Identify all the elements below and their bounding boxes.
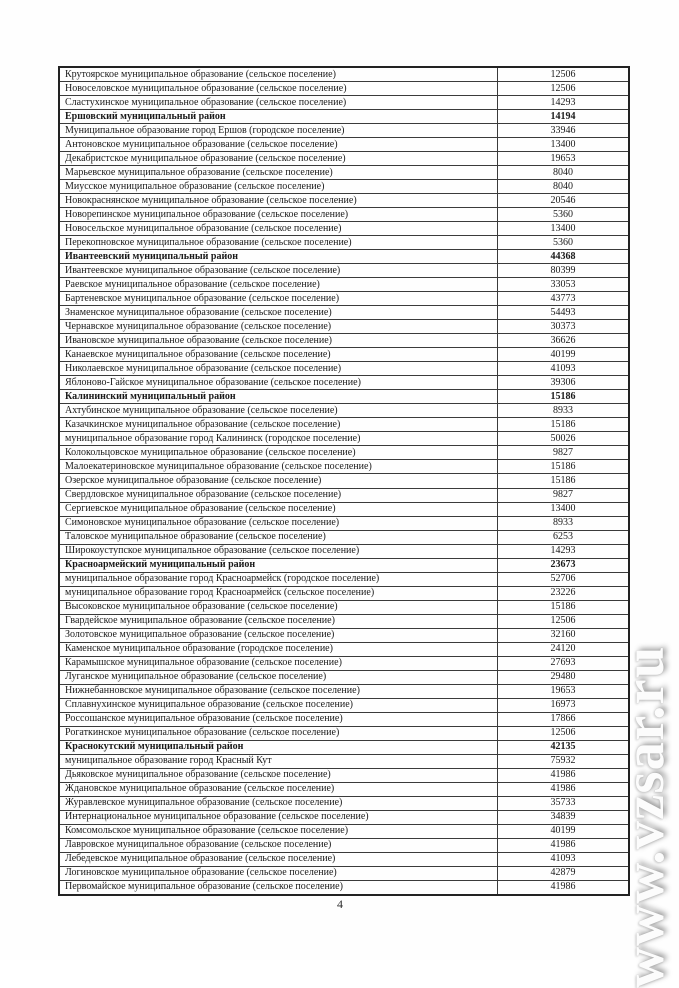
value-cell: 15186 [498, 418, 630, 432]
municipality-name-cell: Дьяковское муниципальное образование (сельское поселение) [59, 768, 498, 782]
district-header-row [59, 558, 629, 572]
value-cell: 32160 [498, 628, 630, 642]
value-cell: 42135 [498, 740, 630, 754]
municipality-row [59, 460, 629, 474]
municipality-row [59, 614, 629, 628]
municipality-row [59, 446, 629, 460]
value-cell: 75932 [498, 754, 630, 768]
municipality-name-cell: Раевское муниципальное образование (сельское поселение) [59, 278, 498, 292]
value-cell: 43773 [498, 292, 630, 306]
municipality-name-cell: Красноармейский муниципальный район [59, 558, 498, 572]
municipality-name-cell: Крутоярское муниципальное образование (сельское поселение) [59, 67, 498, 82]
municipality-row [59, 586, 629, 600]
municipality-row [59, 166, 629, 180]
value-cell: 20546 [498, 194, 630, 208]
municipality-row [59, 82, 629, 96]
municipality-row [59, 572, 629, 586]
district-header-row [59, 110, 629, 124]
municipality-row [59, 96, 629, 110]
district-header-row [59, 740, 629, 754]
value-cell: 17866 [498, 712, 630, 726]
value-cell: 23673 [498, 558, 630, 572]
municipality-name-cell: Миусское муниципальное образование (сельское поселение) [59, 180, 498, 194]
municipality-row [59, 138, 629, 152]
value-cell: 41093 [498, 852, 630, 866]
municipality-name-cell: Высоковское муниципальное образование (сельское поселение) [59, 600, 498, 614]
municipality-name-cell: Марьевское муниципальное образование (сельское поселение) [59, 166, 498, 180]
value-cell: 80399 [498, 264, 630, 278]
municipality-name-cell: Сплавнухинское муниципальное образование (сельское поселение) [59, 698, 498, 712]
value-cell: 13400 [498, 138, 630, 152]
value-cell: 42879 [498, 866, 630, 880]
municipality-name-cell: Лавровское муниципальное образование (сельское поселение) [59, 838, 498, 852]
value-cell: 36626 [498, 334, 630, 348]
municipality-name-cell: Озерское муниципальное образование (сельское поселение) [59, 474, 498, 488]
municipality-name-cell: Сергиевское муниципальное образование (сельское поселение) [59, 502, 498, 516]
value-cell: 14293 [498, 544, 630, 558]
value-cell: 16973 [498, 698, 630, 712]
value-cell: 9827 [498, 488, 630, 502]
municipality-name-cell: Ждановское муниципальное образование (сельское поселение) [59, 782, 498, 796]
value-cell: 54493 [498, 306, 630, 320]
value-cell: 30373 [498, 320, 630, 334]
value-cell: 52706 [498, 572, 630, 586]
municipality-row [59, 852, 629, 866]
value-cell: 15186 [498, 390, 630, 404]
value-cell: 33053 [498, 278, 630, 292]
municipality-row [59, 474, 629, 488]
municipality-row [59, 488, 629, 502]
value-cell: 23226 [498, 586, 630, 600]
municipality-row [59, 712, 629, 726]
municipality-name-cell: Бартеневское муниципальное образование (сельское поселение) [59, 292, 498, 306]
municipality-name-cell: Декабристское муниципальное образование (сельское поселение) [59, 152, 498, 166]
municipality-name-cell: Луганское муниципальное образование (сельское поселение) [59, 670, 498, 684]
value-cell: 44368 [498, 250, 630, 264]
page-number: 4 [337, 897, 343, 911]
district-header-row [59, 390, 629, 404]
value-cell: 27693 [498, 656, 630, 670]
value-cell: 39306 [498, 376, 630, 390]
municipality-name-cell: Перекопновское муниципальное образование (сельское поселение) [59, 236, 498, 250]
municipality-name-cell: Ахтубинское муниципальное образование (сельское поселение) [59, 404, 498, 418]
municipality-name-cell: Краснокутский муниципальный район [59, 740, 498, 754]
value-cell: 15186 [498, 460, 630, 474]
watermark-text: www.vzsar.ru [613, 645, 676, 988]
municipality-row [59, 124, 629, 138]
municipality-row [59, 600, 629, 614]
municipality-row [59, 348, 629, 362]
value-cell: 35733 [498, 796, 630, 810]
municipality-name-cell: Казачкинское муниципальное образование (сельское поселение) [59, 418, 498, 432]
municipality-name-cell: муниципальное образование город Калининск (городское поселение) [59, 432, 498, 446]
municipality-name-cell: Новорепинское муниципальное образование (сельское поселение) [59, 208, 498, 222]
municipality-row [59, 362, 629, 376]
municipality-row [59, 334, 629, 348]
municipality-table [58, 66, 630, 896]
municipality-name-cell: Чернавское муниципальное образование (сельское поселение) [59, 320, 498, 334]
municipality-name-cell: Новокраснянское муниципальное образование (сельское поселение) [59, 194, 498, 208]
value-cell: 50026 [498, 432, 630, 446]
value-cell: 8933 [498, 516, 630, 530]
municipality-name-cell: Россошанское муниципальное образование (сельское поселение) [59, 712, 498, 726]
municipality-row [59, 152, 629, 166]
municipality-name-cell: Каменское муниципальное образование (городское поселение) [59, 642, 498, 656]
value-cell: 24120 [498, 642, 630, 656]
municipality-name-cell: Сластухинское муниципальное образование (сельское поселение) [59, 96, 498, 110]
municipality-row [59, 306, 629, 320]
municipality-row [59, 530, 629, 544]
municipality-row [59, 194, 629, 208]
municipality-row [59, 684, 629, 698]
municipality-name-cell: Муниципальное образование город Ершов (городское поселение) [59, 124, 498, 138]
value-cell: 34839 [498, 810, 630, 824]
municipality-row [59, 292, 629, 306]
municipality-row [59, 376, 629, 390]
municipality-name-cell: Ивановское муниципальное образование (сельское поселение) [59, 334, 498, 348]
value-cell: 13400 [498, 502, 630, 516]
value-cell: 12506 [498, 726, 630, 740]
value-cell: 41986 [498, 880, 630, 895]
municipality-row [59, 264, 629, 278]
municipality-name-cell: Антоновское муниципальное образование (сельское поселение) [59, 138, 498, 152]
municipality-name-cell: Журавлевское муниципальное образование (сельское поселение) [59, 796, 498, 810]
value-cell: 33946 [498, 124, 630, 138]
municipality-name-cell: Логиновское муниципальное образование (сельское поселение) [59, 866, 498, 880]
value-cell: 14293 [498, 96, 630, 110]
value-cell: 15186 [498, 600, 630, 614]
municipality-row [59, 726, 629, 740]
municipality-name-cell: Широкоуступское муниципальное образование (сельское поселение) [59, 544, 498, 558]
municipality-row [59, 516, 629, 530]
municipality-name-cell: Свердловское муниципальное образование (сельское поселение) [59, 488, 498, 502]
municipality-name-cell: Лебедевское муниципальное образование (сельское поселение) [59, 852, 498, 866]
value-cell: 29480 [498, 670, 630, 684]
value-cell: 12506 [498, 82, 630, 96]
municipality-name-cell: Гвардейское муниципальное образование (сельское поселение) [59, 614, 498, 628]
municipality-name-cell: Ивантеевское муниципальное образование (сельское поселение) [59, 264, 498, 278]
municipality-name-cell: Симоновское муниципальное образование (сельское поселение) [59, 516, 498, 530]
municipality-row [59, 810, 629, 824]
value-cell: 13400 [498, 222, 630, 236]
municipality-name-cell: Канаевское муниципальное образование (сельское поселение) [59, 348, 498, 362]
municipality-row [59, 824, 629, 838]
municipality-row [59, 180, 629, 194]
municipality-row [59, 670, 629, 684]
value-cell: 15186 [498, 474, 630, 488]
municipality-row [59, 418, 629, 432]
municipality-row [59, 320, 629, 334]
municipality-row [59, 67, 629, 82]
value-cell: 41986 [498, 768, 630, 782]
municipality-row [59, 502, 629, 516]
district-header-row [59, 250, 629, 264]
municipality-name-cell: Малоекатериновское муниципальное образование (сельское поселение) [59, 460, 498, 474]
municipality-row [59, 544, 629, 558]
value-cell: 41093 [498, 362, 630, 376]
municipality-name-cell: Таловское муниципальное образование (сельское поселение) [59, 530, 498, 544]
municipality-row [59, 782, 629, 796]
municipality-name-cell: Новосельское муниципальное образование (сельское поселение) [59, 222, 498, 236]
municipality-row [59, 278, 629, 292]
municipality-name-cell: муниципальное образование город Красный Кут [59, 754, 498, 768]
value-cell: 12506 [498, 614, 630, 628]
value-cell: 12506 [498, 67, 630, 82]
municipality-row [59, 628, 629, 642]
municipality-name-cell: Знаменское муниципальное образование (сельское поселение) [59, 306, 498, 320]
municipality-name-cell: Комсомольское муниципальное образование (сельское поселение) [59, 824, 498, 838]
value-cell: 6253 [498, 530, 630, 544]
value-cell: 5360 [498, 236, 630, 250]
municipality-name-cell: Яблоново-Гайское муниципальное образование (сельское поселение) [59, 376, 498, 390]
municipality-name-cell: Рогаткинское муниципальное образование (сельское поселение) [59, 726, 498, 740]
municipality-name-cell: Калининский муниципальный район [59, 390, 498, 404]
value-cell: 19653 [498, 684, 630, 698]
municipality-row [59, 404, 629, 418]
municipality-row [59, 642, 629, 656]
municipality-name-cell: Интернациональное муниципальное образование (сельское поселение) [59, 810, 498, 824]
municipality-name-cell: Золотовское муниципальное образование (сельское поселение) [59, 628, 498, 642]
municipality-name-cell: Карамышское муниципальное образование (сельское поселение) [59, 656, 498, 670]
municipality-row [59, 754, 629, 768]
municipality-name-cell: муниципальное образование город Красноармейск (городское поселение) [59, 572, 498, 586]
value-cell: 8040 [498, 180, 630, 194]
municipality-name-cell: Колокольцовское муниципальное образование (сельское поселение) [59, 446, 498, 460]
municipality-name-cell: Ивантеевский муниципальный район [59, 250, 498, 264]
municipality-name-cell: Николаевское муниципальное образование (сельское поселение) [59, 362, 498, 376]
municipality-row [59, 236, 629, 250]
value-cell: 40199 [498, 824, 630, 838]
municipality-row [59, 222, 629, 236]
municipality-table-body [59, 67, 629, 895]
municipality-name-cell: муниципальное образование город Красноармейск (сельское поселение) [59, 586, 498, 600]
municipality-name-cell: Первомайское муниципальное образование (сельское поселение) [59, 880, 498, 895]
municipality-row [59, 208, 629, 222]
municipality-row [59, 866, 629, 880]
municipality-row [59, 880, 629, 895]
value-cell: 5360 [498, 208, 630, 222]
municipality-row [59, 432, 629, 446]
value-cell: 19653 [498, 152, 630, 166]
municipality-row [59, 768, 629, 782]
municipality-row [59, 796, 629, 810]
value-cell: 41986 [498, 782, 630, 796]
value-cell: 9827 [498, 446, 630, 460]
value-cell: 8933 [498, 404, 630, 418]
municipality-name-cell: Новоселовское муниципальное образование (сельское поселение) [59, 82, 498, 96]
value-cell: 41986 [498, 838, 630, 852]
municipality-name-cell: Нижнебанновское муниципальное образование (сельское поселение) [59, 684, 498, 698]
value-cell: 40199 [498, 348, 630, 362]
value-cell: 14194 [498, 110, 630, 124]
value-cell: 8040 [498, 166, 630, 180]
municipality-row [59, 838, 629, 852]
municipality-row [59, 698, 629, 712]
municipality-name-cell: Ершовский муниципальный район [59, 110, 498, 124]
municipality-row [59, 656, 629, 670]
